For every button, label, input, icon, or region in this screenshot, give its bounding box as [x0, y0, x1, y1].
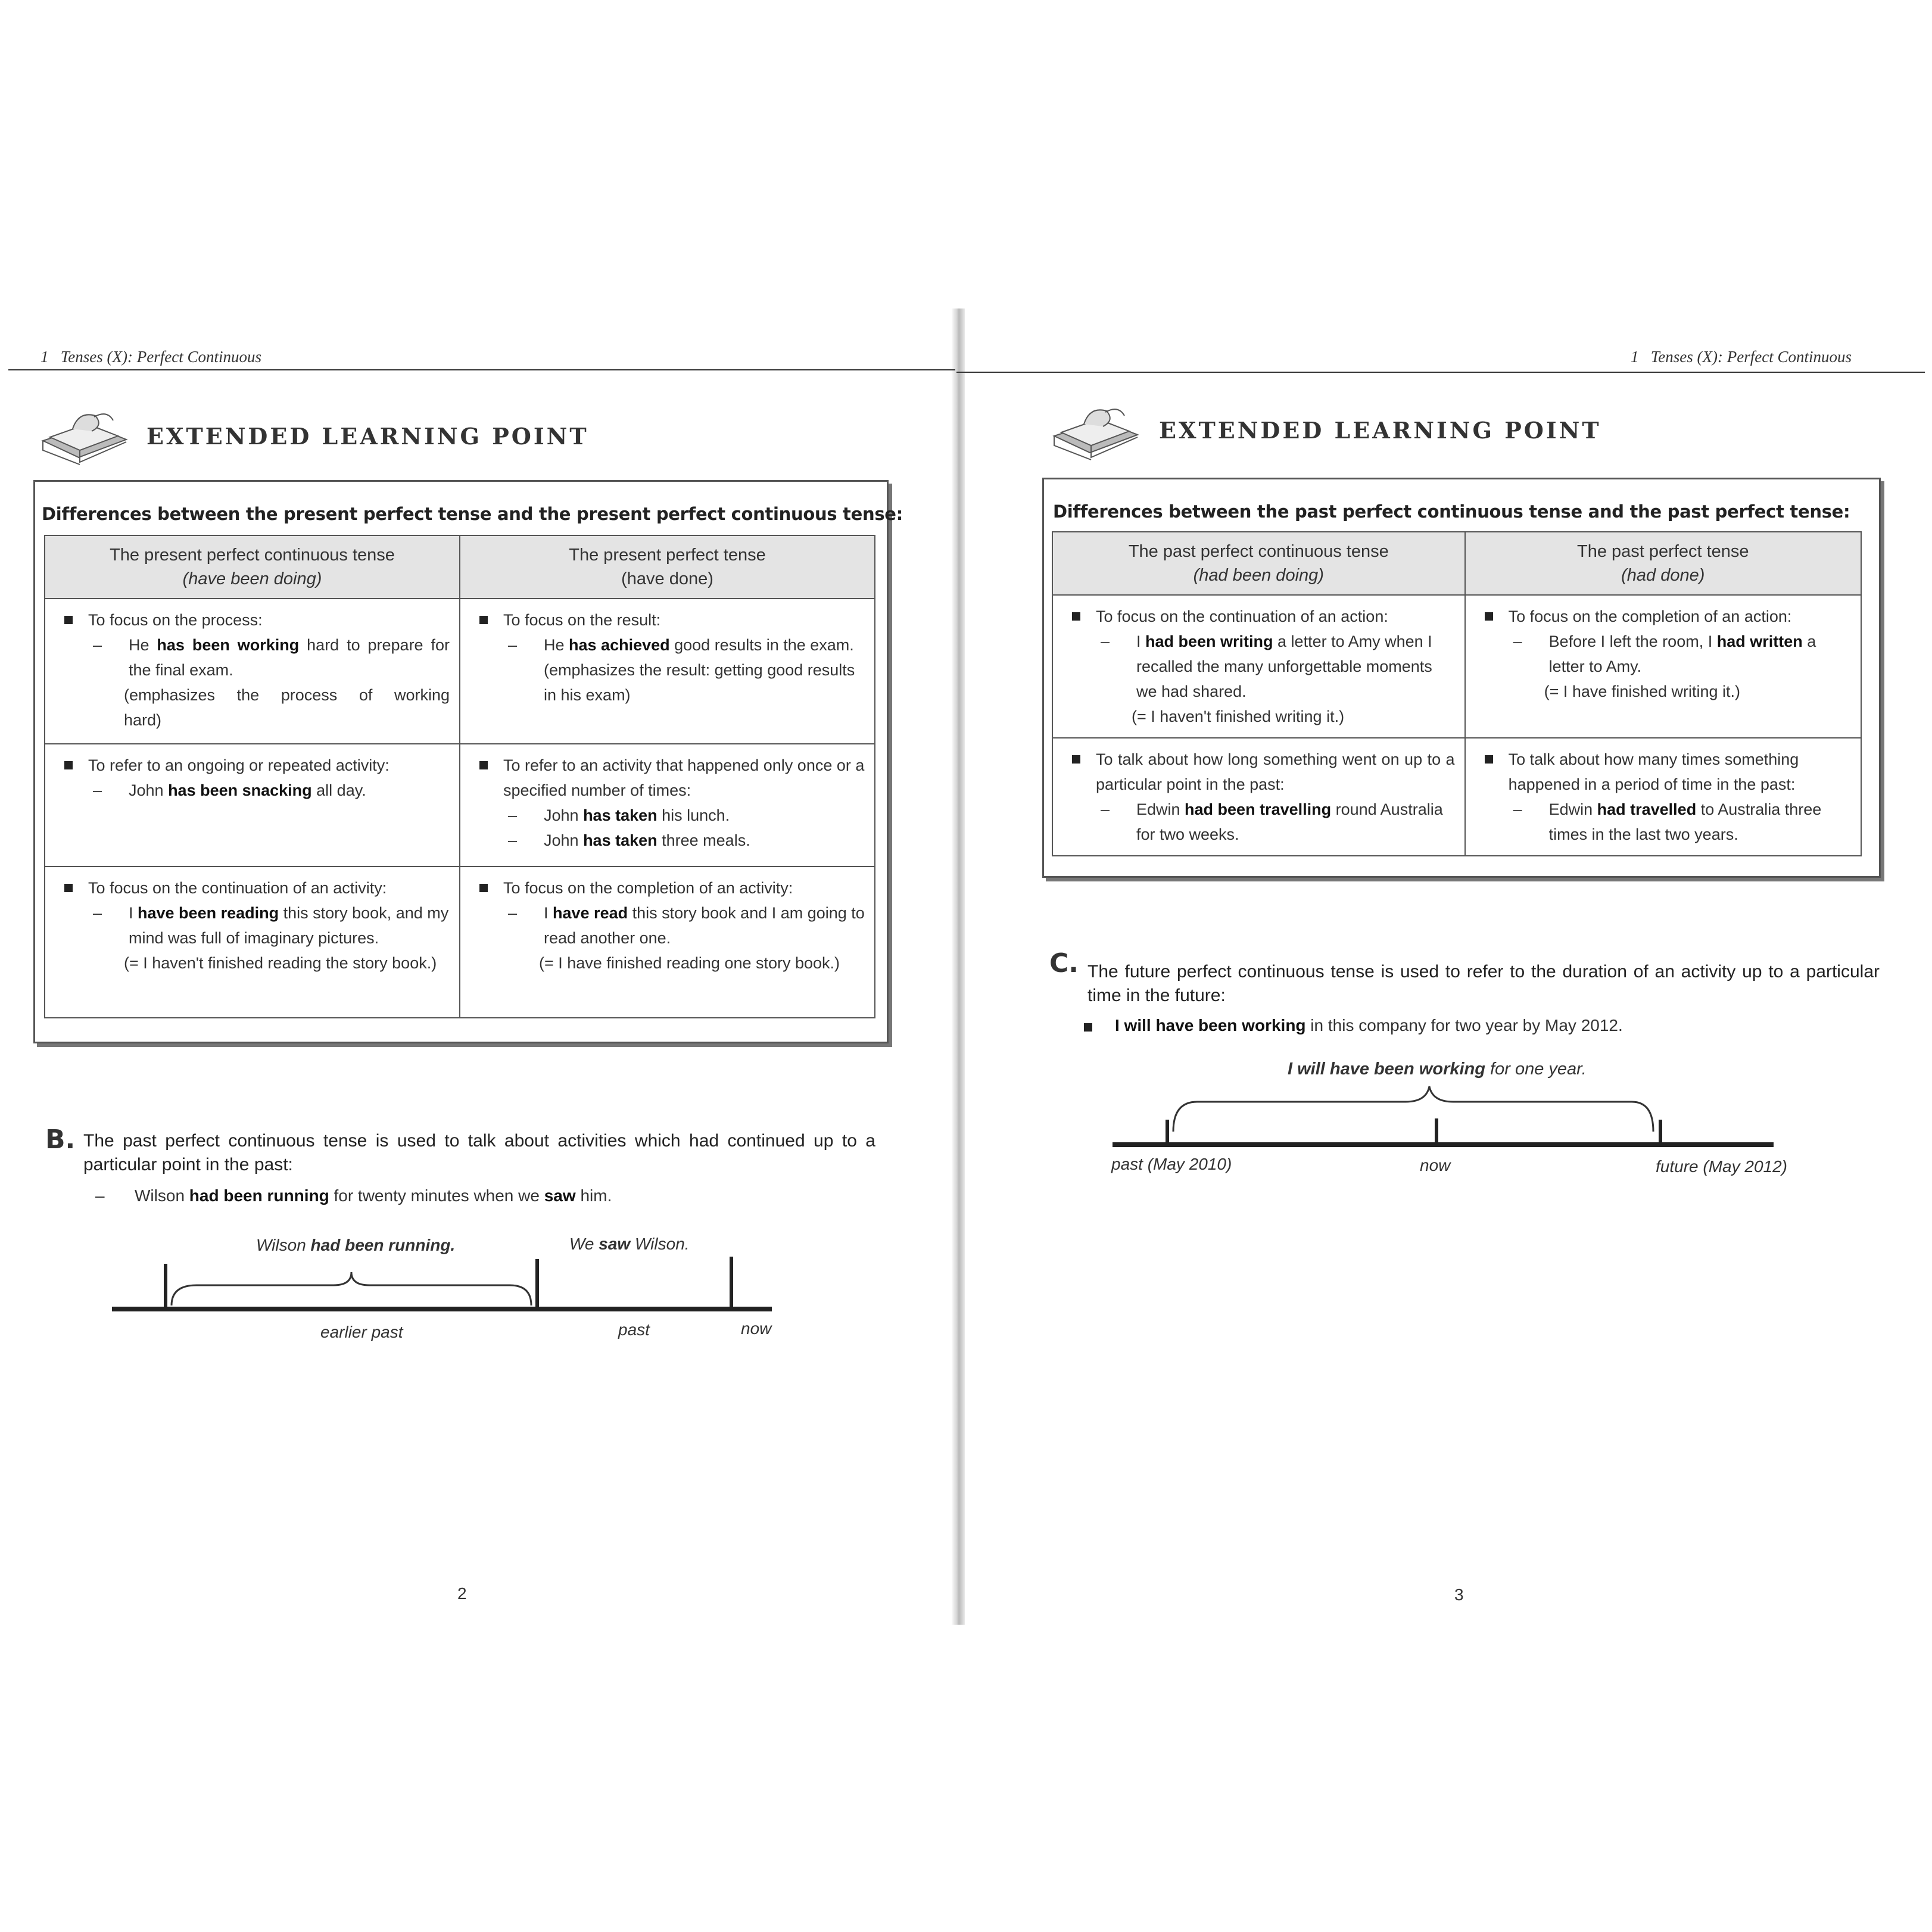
- left-page-number: 2: [457, 1584, 467, 1603]
- timeline-tick-label-future: future (May 2012): [1656, 1157, 1787, 1176]
- timeline-tick-label-past: past: [618, 1320, 650, 1339]
- table-row: [45, 599, 875, 744]
- table-row: [1052, 595, 1861, 738]
- book-gutter: [952, 309, 965, 1625]
- timeline-tick-label-earlier-past: earlier past: [320, 1323, 403, 1341]
- right-r2-c1: To talk about how long something went on up to a particular point in the past: – Edwin had been travelling round Australia for two weeks.: [1052, 738, 1465, 856]
- left-col2-head-text: The present perfect tense: [569, 546, 766, 565]
- timeline-tick-label-now: now: [741, 1319, 772, 1338]
- left-col2-header: [460, 535, 875, 599]
- cell-intro: To focus on the process:: [88, 611, 263, 629]
- right-col2-sub-text: (had done): [1621, 566, 1705, 585]
- section-b-text: The past perfect continuous tense is used to talk about activities which had continued up to a particular point in the past:: [83, 1131, 875, 1174]
- cell-example: I have read this story book and I am going to read another one.: [544, 904, 865, 947]
- cell-example: John has taken his lunch.: [544, 806, 730, 824]
- cell-intro: To focus on the continuation of an action:: [1096, 607, 1388, 625]
- table-row: [45, 744, 875, 867]
- right-header-number: 1: [1631, 348, 1639, 366]
- right-box-title: Differences between the past perfect continuous tense and the past perfect tense:: [1053, 501, 1850, 522]
- left-r3-c2: To focus on the completion of an activity: – I have read this story book and I am going to read another one. (= I have finished reading one story book.): [460, 867, 875, 1018]
- table-row: [1052, 738, 1861, 856]
- right-col1-sub-text: (had been doing): [1193, 566, 1324, 585]
- right-elp-title: EXTENDED LEARNING POINT: [1159, 417, 1601, 444]
- cell-example: Edwin had been travelling round Australia for two weeks.: [1136, 800, 1443, 843]
- right-col1-header: [1052, 532, 1465, 595]
- right-page-number: 3: [1454, 1585, 1464, 1604]
- left-col1-sub-text: (have been doing): [182, 569, 322, 588]
- cell-example: Edwin had travelled to Australia three times in the last two years.: [1548, 800, 1822, 843]
- table-row: [45, 867, 875, 1018]
- left-elp-title: EXTENDED LEARNING POINT: [147, 423, 589, 450]
- bullet-square-icon: [1485, 612, 1493, 621]
- cell-note: (= I haven't finished writing it.): [1132, 708, 1345, 725]
- cell-intro: To focus on the continuation of an activity:: [88, 879, 387, 897]
- left-r1-c2: To focus on the result: – He has achieved good results in the exam. (emphasizes the result: getting good results in his exam): [460, 599, 875, 744]
- bullet-square-icon: [479, 616, 488, 624]
- timeline-tick-label-past: past (May 2010): [1111, 1155, 1232, 1173]
- left-header-number: 1: [40, 348, 49, 366]
- right-r2-c2: To talk about how many times something happened in a period of time in the past: – Edwin had travelled to Australia three times in the last two years.: [1465, 738, 1861, 856]
- timeline-tick-label-now: now: [1420, 1156, 1451, 1174]
- section-c-text: The future perfect continuous tense is used to refer to the duration of an activity up to a particular time in the future:: [1087, 962, 1880, 1005]
- cell-example: John has been snacking all day.: [129, 781, 366, 799]
- cell-example: He has achieved good results in the exam. (emphasizes the result: getting good results in his exam): [544, 636, 855, 704]
- cell-intro: To focus on the result:: [503, 611, 661, 629]
- right-r1-c1: To focus on the continuation of an action: – I had been writing a letter to Amy when I recalled the many unforgettable moments we had shared. (= I haven't finished writing it.): [1052, 595, 1465, 738]
- left-header-rule: [8, 369, 955, 370]
- cell-intro: To focus on the completion of an action:: [1508, 607, 1792, 625]
- open-book-icon: [1048, 400, 1143, 466]
- cell-example: John has taken three meals.: [544, 831, 750, 849]
- bullet-square-icon: [1084, 1023, 1092, 1032]
- left-timeline: [107, 1233, 780, 1352]
- left-box-title: Differences between the present perfect tense and the present perfect continuous tense:: [42, 504, 903, 524]
- cell-example: Before I left the room, I had written a letter to Amy.: [1548, 632, 1816, 675]
- open-book-icon: [37, 405, 132, 470]
- left-r3-c1: To focus on the continuation of an activity: – I have been reading this story book, and my mind was full of imaginary pictures. (= I haven't finished reading the story book.): [45, 867, 460, 1018]
- cell-example: He has been working hard to prepare for the final exam.: [129, 636, 450, 679]
- section-c-letter: C.: [1049, 948, 1079, 979]
- timeline-label-running: Wilson had been running.: [256, 1236, 456, 1254]
- cell-example: I had been writing a letter to Amy when I recalled the many unforgettable moments we had shared.: [1136, 632, 1432, 700]
- right-header-rule: [956, 372, 1925, 373]
- cell-note: (= I haven't finished reading the story book.): [124, 954, 437, 972]
- left-r2-c2: To refer to an activity that happened only once or a specified number of times: – John has taken his lunch. – John has taken three meals.: [460, 744, 875, 867]
- left-col1-header: [45, 535, 460, 599]
- left-header: [40, 348, 261, 366]
- timeline-brace: [172, 1272, 531, 1305]
- section-b-example: – Wilson had been running for twenty minutes when we saw him.: [95, 1186, 612, 1205]
- bullet-square-icon: [479, 761, 488, 769]
- right-col2-header: [1465, 532, 1861, 595]
- cell-note: (= I have finished reading one story book.): [539, 954, 840, 972]
- left-header-title: Tenses (X): Perfect Continuous: [60, 348, 261, 366]
- cell-intro: To refer to an activity that happened only once or a specified number of times:: [503, 756, 865, 799]
- right-header: [1631, 348, 1852, 366]
- timeline-brace: [1173, 1086, 1653, 1132]
- bullet-square-icon: [1485, 755, 1493, 764]
- timeline-label-working: I will have been working for one year.: [1288, 1060, 1587, 1079]
- bullet-square-icon: [64, 616, 73, 624]
- cell-note: (= I have finished writing it.): [1544, 683, 1740, 700]
- bullet-square-icon: [479, 884, 488, 892]
- bullet-square-icon: [1072, 755, 1080, 764]
- left-r2-c1: To refer to an ongoing or repeated activity: – John has been snacking all day.: [45, 744, 460, 867]
- right-col2-head-text: The past perfect tense: [1577, 542, 1749, 561]
- cell-intro: To focus on the completion of an activity:: [503, 879, 793, 897]
- left-r1-c1: To focus on the process: – He has been working hard to prepare for the final exam. (emphasizes the process of working hard): [45, 599, 460, 744]
- right-col1-head-text: The past perfect continuous tense: [1128, 542, 1389, 561]
- section-b-letter: B.: [45, 1124, 76, 1155]
- right-timeline: [1108, 1054, 1805, 1185]
- right-r1-c2: To focus on the completion of an action: – Before I left the room, I had written a letter to Amy. (= I have finished writing it.): [1465, 595, 1861, 738]
- cell-example: I have been reading this story book, and my mind was full of imaginary pictures.: [129, 904, 449, 947]
- bullet-square-icon: [64, 761, 73, 769]
- right-header-title: Tenses (X): Perfect Continuous: [1650, 348, 1852, 366]
- left-col1-head-text: The present perfect continuous tense: [110, 546, 395, 565]
- cell-intro: To refer to an ongoing or repeated activity:: [88, 756, 389, 774]
- right-comparison-table: [1052, 531, 1862, 856]
- section-c-example: I will have been working in this company for two year by May 2012.: [1084, 1016, 1623, 1035]
- timeline-label-saw: We saw Wilson.: [569, 1235, 690, 1253]
- left-col2-sub-text: (have done): [621, 569, 713, 588]
- bullet-square-icon: [64, 884, 73, 892]
- cell-note: (emphasizes the process of working hard): [124, 686, 450, 729]
- left-comparison-table: [44, 535, 875, 1018]
- cell-intro: To talk about how many times something happened in a period of time in the past:: [1508, 750, 1799, 793]
- cell-intro: To talk about how long something went on up to a particular point in the past:: [1096, 750, 1455, 793]
- bullet-square-icon: [1072, 612, 1080, 621]
